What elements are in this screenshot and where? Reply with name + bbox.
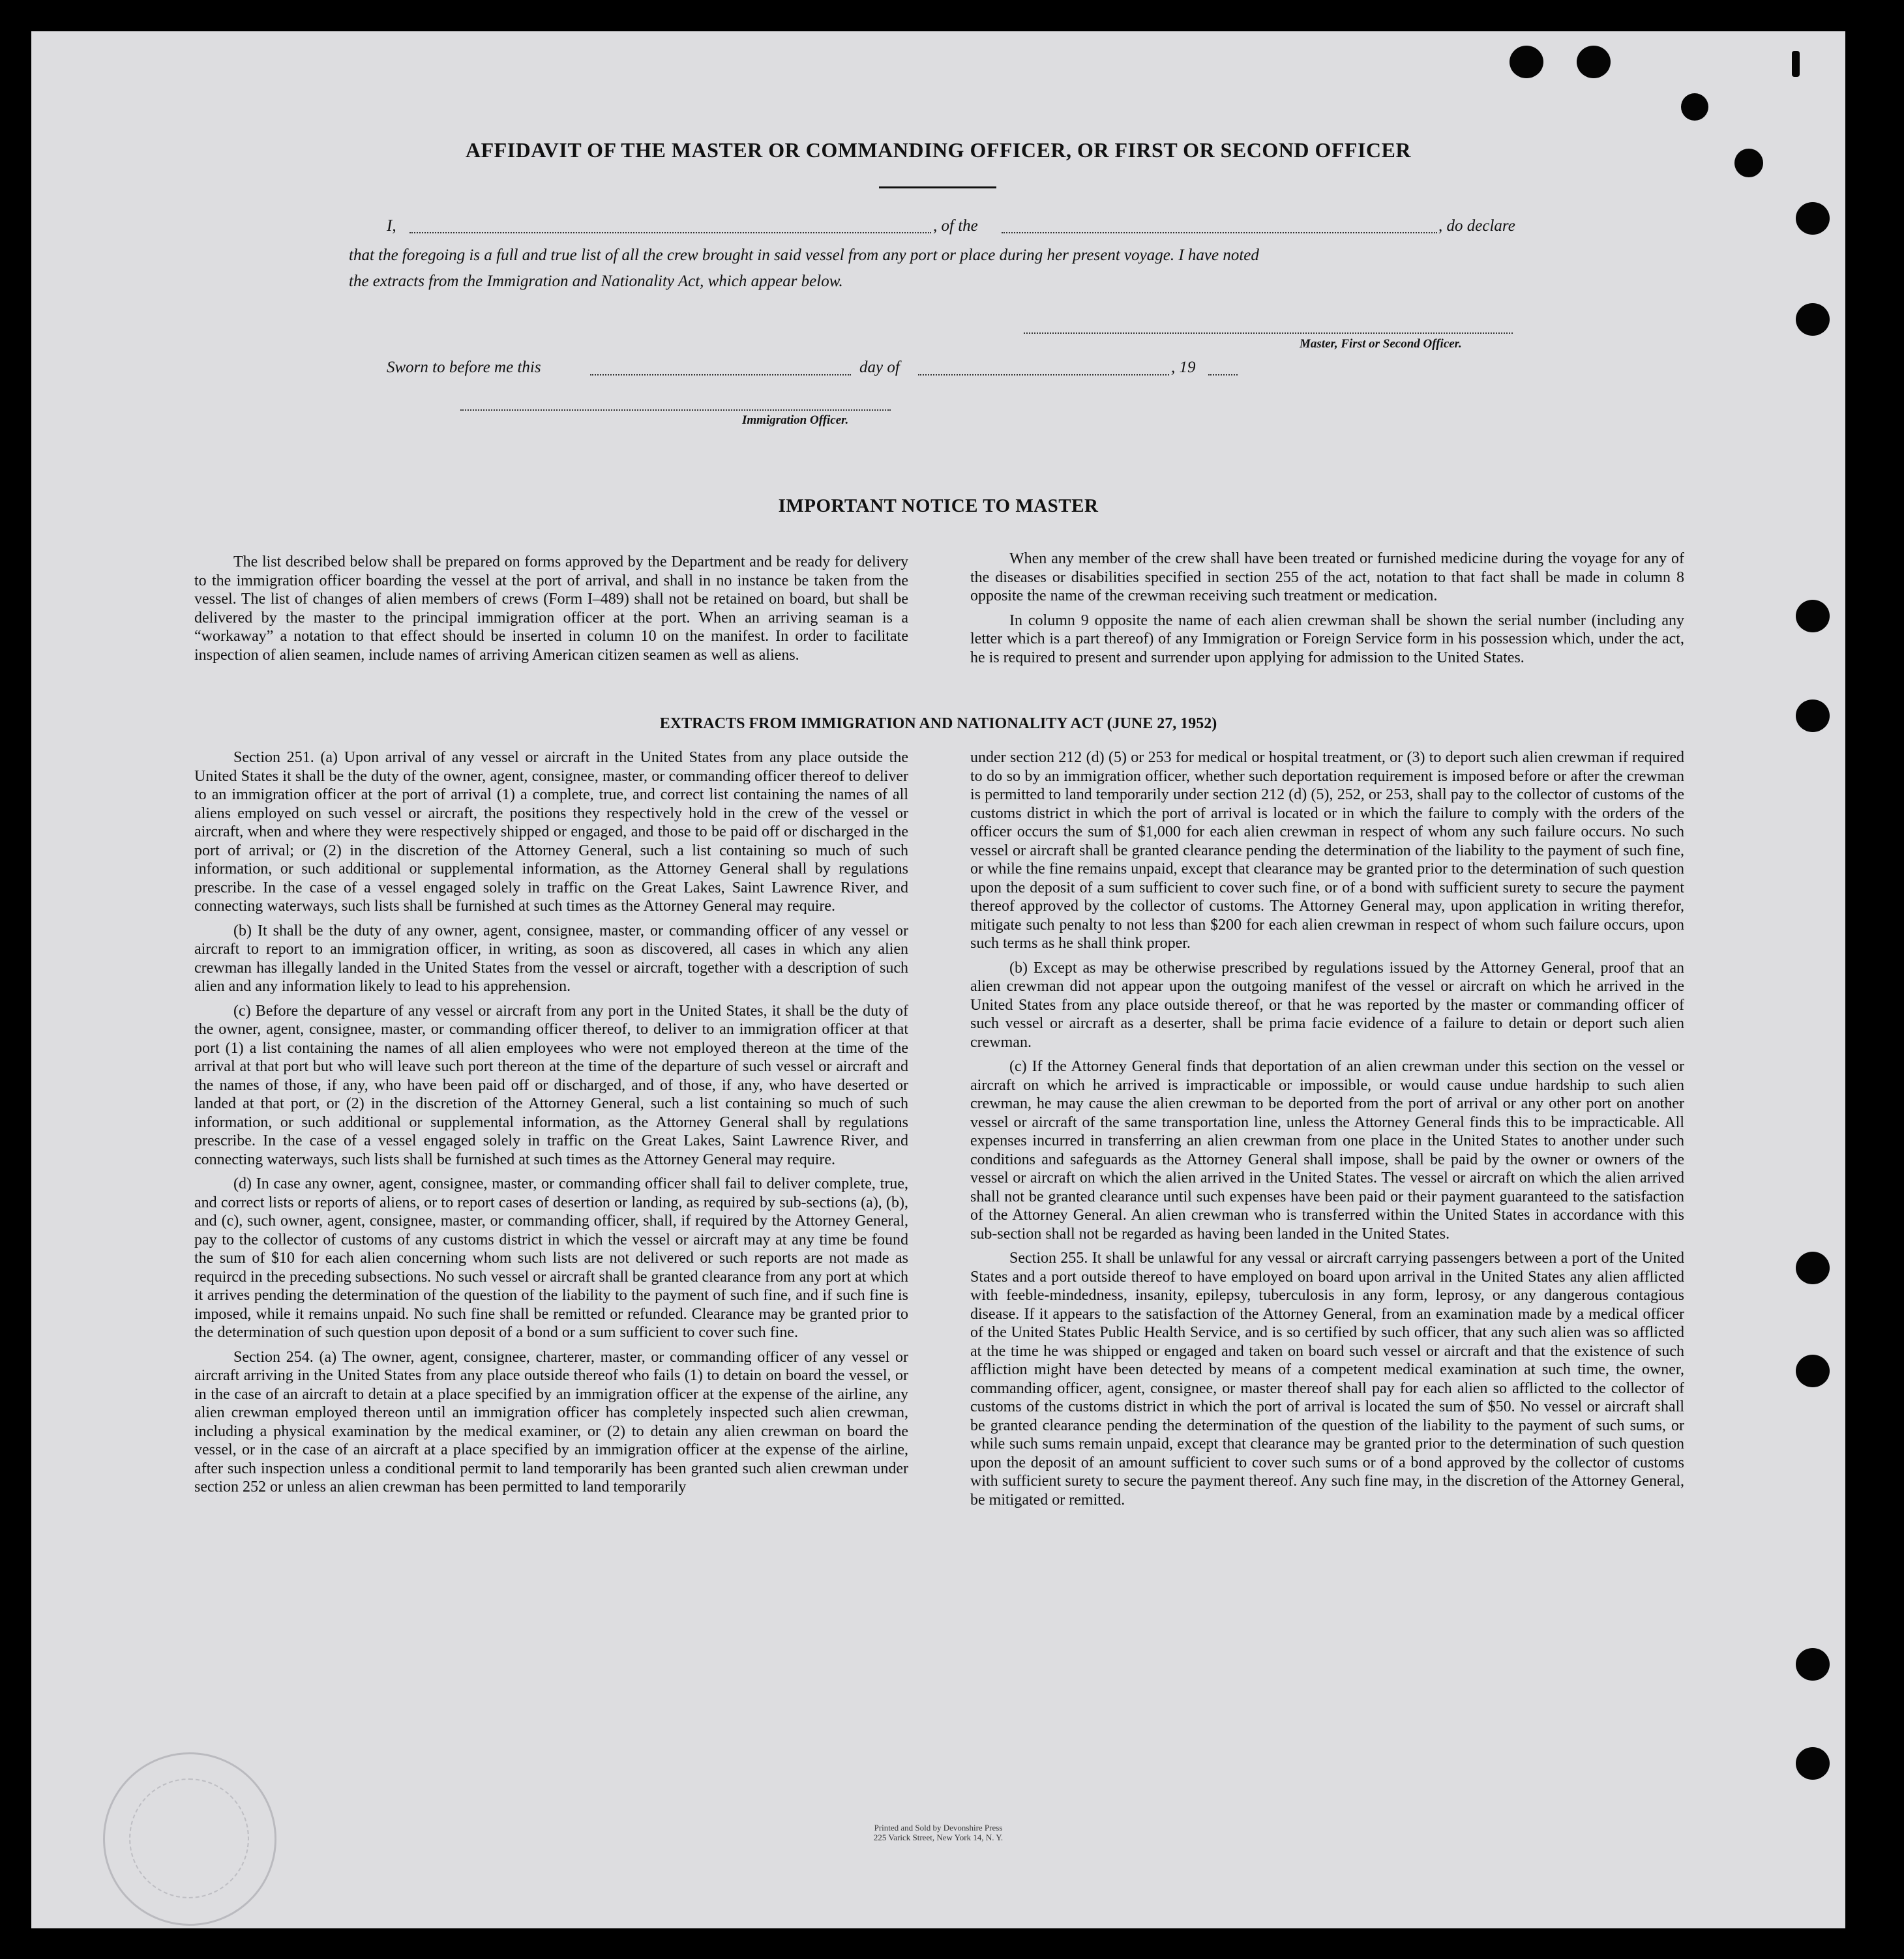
punch-hole: [1792, 51, 1800, 77]
punch-hole: [1796, 1252, 1830, 1284]
declarant-label: I,: [387, 217, 396, 235]
section-251-d: (d) In case any owner, agent, consignee, master, or commanding officer shall fail to deliver complete, true, and correct lists or reports of aliens, or to report cases of desertion or landing, as required by sub-sections (a), (b), and (c), such owner, agent, consignee, master, or commanding officer, shall, if required by the Attorney General, pay to the collector of customs of any customs district in which the vessel or aircraft may at any time be found the sum of $10 for each alien concerning whom such lists are not delivered or such reports are not made as requircd in the preceding subsections. No such vessel or aircraft shall be granted clearance from any port at which it arrives pending the determination of the question of the liability to the payment of such fine, and if such fine is imposed, while it remains unpaid. No such fine shall be remitted or refunded. Clearance may be granted prior to the determination of such question upon deposit of a bond or a sum sufficient to cover such fine.: [194, 1175, 908, 1341]
notice-title: IMPORTANT NOTICE TO MASTER: [778, 495, 1099, 516]
notice-left-column: [194, 553, 908, 664]
title-rule: [879, 186, 996, 188]
sworn-month-field[interactable]: [918, 374, 1169, 376]
document-page: [31, 31, 1845, 1928]
notice-right-paragraph-2: In column 9 opposite the name of each alien crewman shall be shown the serial number (including any letter which is a part thereof) of any Immigration or Foreign Service form in his possession which, under the act, he is required to present and surrender upon applying for admission to the United States.: [970, 611, 1684, 666]
section-251-a: Section 251. (a) Upon arrival of any vessel or aircraft in the United States from any place outside the United States it shall be the duty of the owner, agent, consignee, master, or commanding officer thereof to deliver to an immigration officer at the port of arrival (1) a complete, true, and correct list containing the names of all aliens employed on such vessel or aircraft, the positions they respectively hold in the crew of the vessel or aircraft, when and where they were respectively shipped or engaged, and those to be paid off or discharged in the port of arrival; or (2) in the discretion of the Attorney General, such a list containing so much of such information, or such additional or supplemental information, as the Attorney General shall by regulations prescribe. In the case of a vessel engaged solely in traffic on the Great Lakes, Saint Lawrence River, and connecting waterways, such lists shall be furnished at such times as the Attorney General may require.: [194, 749, 908, 915]
section-254-c: (c) If the Attorney General finds that deportation of an alien crewman under this section on the vessel or aircraft on which he arrived is impracticable or impossible, or would cause undue hardship to such alien crewman, he may cause the alien crewman to be deported from the port of arrival or any other port on another vessel or aircraft of the same transportation line, unless the Attorney General finds this to be impracticable. All expenses incurred in transferring an alien crewman from one place in the United States to another under such conditions and safeguards as the Attorney General shall impose, shall be paid by the owner or owners of the vessel or aircraft on which the alien arrived in the United States. The vessel or aircraft on which the alien arrived shall not be granted clearance until such expenses have been paid or their payment guaranteed to the satisfaction of the Attorney General. An alien crewman who is transferred within the United States in accordance with this sub-section shall not be regarded as having been landed in the United States.: [970, 1058, 1684, 1243]
section-254-a: Section 254. (a) The owner, agent, consignee, charterer, master, or commanding officer of any vessel or aircraft arriving in the United States from any place outside thereof who fails (1) to detain on board the vessel, or in the case of an aircraft to detain at a place specified by an immigration officer at the expense of the airline, any alien crewman employed thereon until an immigration officer has completely inspected such alien crewman, including a physical examination by the medical examiner, or (2) to detain any alien crewman on board the vessel, or in the case of an aircraft at a place specified by an immigration officer at the expense of the airline, after such inspection unless a conditional permit to land temporarily has been granted such alien crewman under section 252 or unless an alien crewman has been permitted to land temporarily: [194, 1348, 908, 1495]
punch-hole: [1510, 46, 1543, 78]
year-label: , 19: [1171, 359, 1196, 376]
declarant-name-field[interactable]: [409, 232, 931, 233]
immigration-officer-signature-field[interactable]: [460, 409, 891, 411]
printer-imprint-line-2: 225 Varick Street, New York 14, N. Y.: [873, 1833, 1004, 1842]
extracts-title: EXTRACTS FROM IMMIGRATION AND NATIONALITY ACT (JUNE 27, 1952): [659, 715, 1217, 732]
declaration-line-1: that the foregoing is a full and true list of all the crew brought in said vessel from any port or place during her present voyage. I have noted: [349, 246, 1259, 264]
extracts-left-column: [194, 748, 908, 1497]
section-254-a-continued: under section 212 (d) (5) or 253 for medical or hospital treatment, or (3) to deport such alien crewman if required to do so by an immigration officer, whether such deportation requirement is imposed before or after the crewman is permitted to land temporarily under section 212 (d) (5), 252, or 253, shall pay to the collector of customs of the customs district in which the port of arrival is located or in which the failure to comply with the orders of the officer occurs the sum of $1,000 for each alien crewman in respect of whom any such failure occurs. No such vessel or aircraft shall be granted clearance pending the determination of the liability to the payment of such fine, or while the fine remains unpaid, except that clearance may be granted prior to the determination of such question upon the deposit of a sum sufficient to cover such fine, or of a bond with sufficient surety to secure the payment thereof approved by the collector of customs. The Attorney General may, upon application in writing therefor, mitigate such penalty to not less than $200 for each alien crewman in respect of whom such failure occurs, upon such terms as he shall think proper.: [970, 749, 1684, 952]
sworn-year-field[interactable]: [1208, 374, 1238, 376]
punch-hole: [1796, 1355, 1830, 1387]
notice-right-paragraph-1: When any member of the crew shall have been treated or furnished medicine during the voyage for any of the diseases or disabilities specified in section 255 of the act, notation to that fact shall be made in column 8 opposite the name of the crewman receiving such treatment or medication.: [970, 550, 1684, 604]
printer-imprint: [31, 1823, 1845, 1842]
punch-hole: [1577, 46, 1611, 78]
extracts-right-column: [970, 748, 1684, 1509]
punch-hole: [1796, 1747, 1830, 1780]
sworn-label: Sworn to before me this: [387, 359, 541, 376]
punch-hole: [1796, 1648, 1830, 1681]
day-of-label: day of: [859, 359, 900, 376]
printer-imprint-line-1: Printed and Sold by Devonshire Press: [874, 1823, 1003, 1833]
punch-hole: [1796, 202, 1830, 235]
punch-hole: [1796, 600, 1830, 632]
vessel-name-field[interactable]: [1002, 232, 1437, 233]
declaration-line-2: the extracts from the Immigration and Nationality Act, which appear below.: [349, 272, 843, 290]
section-251-c: (c) Before the departure of any vessel or aircraft from any port in the United States, it shall be the duty of the owner, agent, consignee, master, or commanding officer thereof, to deliver to an immigration officer at that port (1) a list containing the names of all alien employees who were not employed thereon at the time of the arrival at that port but who will leave such port thereon at the time of the departure of such vessel or aircraft and the names of those, if any, who have been paid off or discharged, and of those, if any, who have deserted or landed at that port, or (2) in the discretion of the Attorney General, such a list containing so much of such information, or such additional or supplemental information, as the Attorney General shall by regulations prescribe. In the case of a vessel engaged solely in traffic on the Great Lakes, Saint Lawrence River, and connecting waterways, such lists shall be furnished at such times as the Attorney General may require.: [194, 1002, 908, 1168]
notice-left-paragraph: The list described below shall be prepared on forms approved by the Department and be ready for delivery to the immigration officer boarding the vessel at the port of arrival, and shall in no instance be taken from the vessel. The list of changes of alien members of crews (Form I–489) shall not be retained on board, but shall be delivered by the master to the principal immigration officer at the port. When an arriving seaman is a “workaway” a notation to that effect should be inserted in column 10 on the manifest. In order to facilitate inspection of alien seamen, include names of arriving American citizen seamen as well as aliens.: [194, 553, 908, 664]
notice-right-column: [970, 550, 1684, 667]
punch-hole: [1796, 303, 1830, 336]
section-251-b: (b) It shall be the duty of any owner, agent, consignee, master, or commanding officer of any vessel or aircraft to report to an immigration officer, in writing, as soon as discovered, all cases in which any alien crewman has illegally landed in the United States from the vessel or aircraft, together with a description of such alien and any information likely to lead to his apprehension.: [194, 922, 908, 995]
affidavit-title: AFFIDAVIT OF THE MASTER OR COMMANDING OFFICER, OR FIRST OR SECOND OFFICER: [466, 138, 1411, 162]
sworn-day-field[interactable]: [590, 374, 851, 376]
master-signature-caption: Master, First or Second Officer.: [1300, 337, 1462, 351]
master-signature-field[interactable]: [1024, 332, 1513, 334]
section-255: Section 255. It shall be unlawful for any vessal or aircraft carrying passengers between a port of the United States and a port outside thereof to have employed on board upon arrival in the United States any alien afflicted with feeble-mindedness, insanity, epilepsy, tuberculosis in any form, leprosy, or any dangerous contagious disease. If it appears to the satisfaction of the Attorney General, from an examination made by a medical officer of the United States Public Health Service, and is so certified by such officer, that any such alien was so afflicted at the time he was shipped or engaged and taken on board such vessel or aircraft and that the existence of such affliction might have been detected by means of a competent medical examination at such time, the owner, commanding officer, agent, consignee, or master thereof shall pay for each alien so afflicted to the collector of customs of the customs district in which the port of arrival is located the sum of $50. No vessel or aircraft shall be granted clearance pending the determination of the question of the liability to the payment of such sums, or while such sums remain unpaid, except that clearance may be granted prior to the determination of such question upon the deposit of an amount sufficient to cover such sums or of a bond approved by the collector of customs with sufficient surety to secure the payment thereof. Any such fine may, in the discretion of the Attorney General, be mitigated or remitted.: [970, 1250, 1684, 1509]
immigration-officer-caption: Immigration Officer.: [742, 413, 849, 427]
do-declare-label: , do declare: [1438, 217, 1515, 235]
section-254-b: (b) Except as may be otherwise prescribed by regulations issued by the Attorney General, proof that an alien crewman did not appear upon the outgoing manifest of the vessel or aircraft on which he arrived in the United States from any place outside thereof, or that he was reported by the master or commanding officer of such vessel or aircraft as a deserter, shall be prima facie evidence of a failure to detain or deport such alien crewman.: [970, 959, 1684, 1051]
of-the-label: , of the: [933, 217, 978, 235]
punch-hole: [1681, 93, 1708, 121]
